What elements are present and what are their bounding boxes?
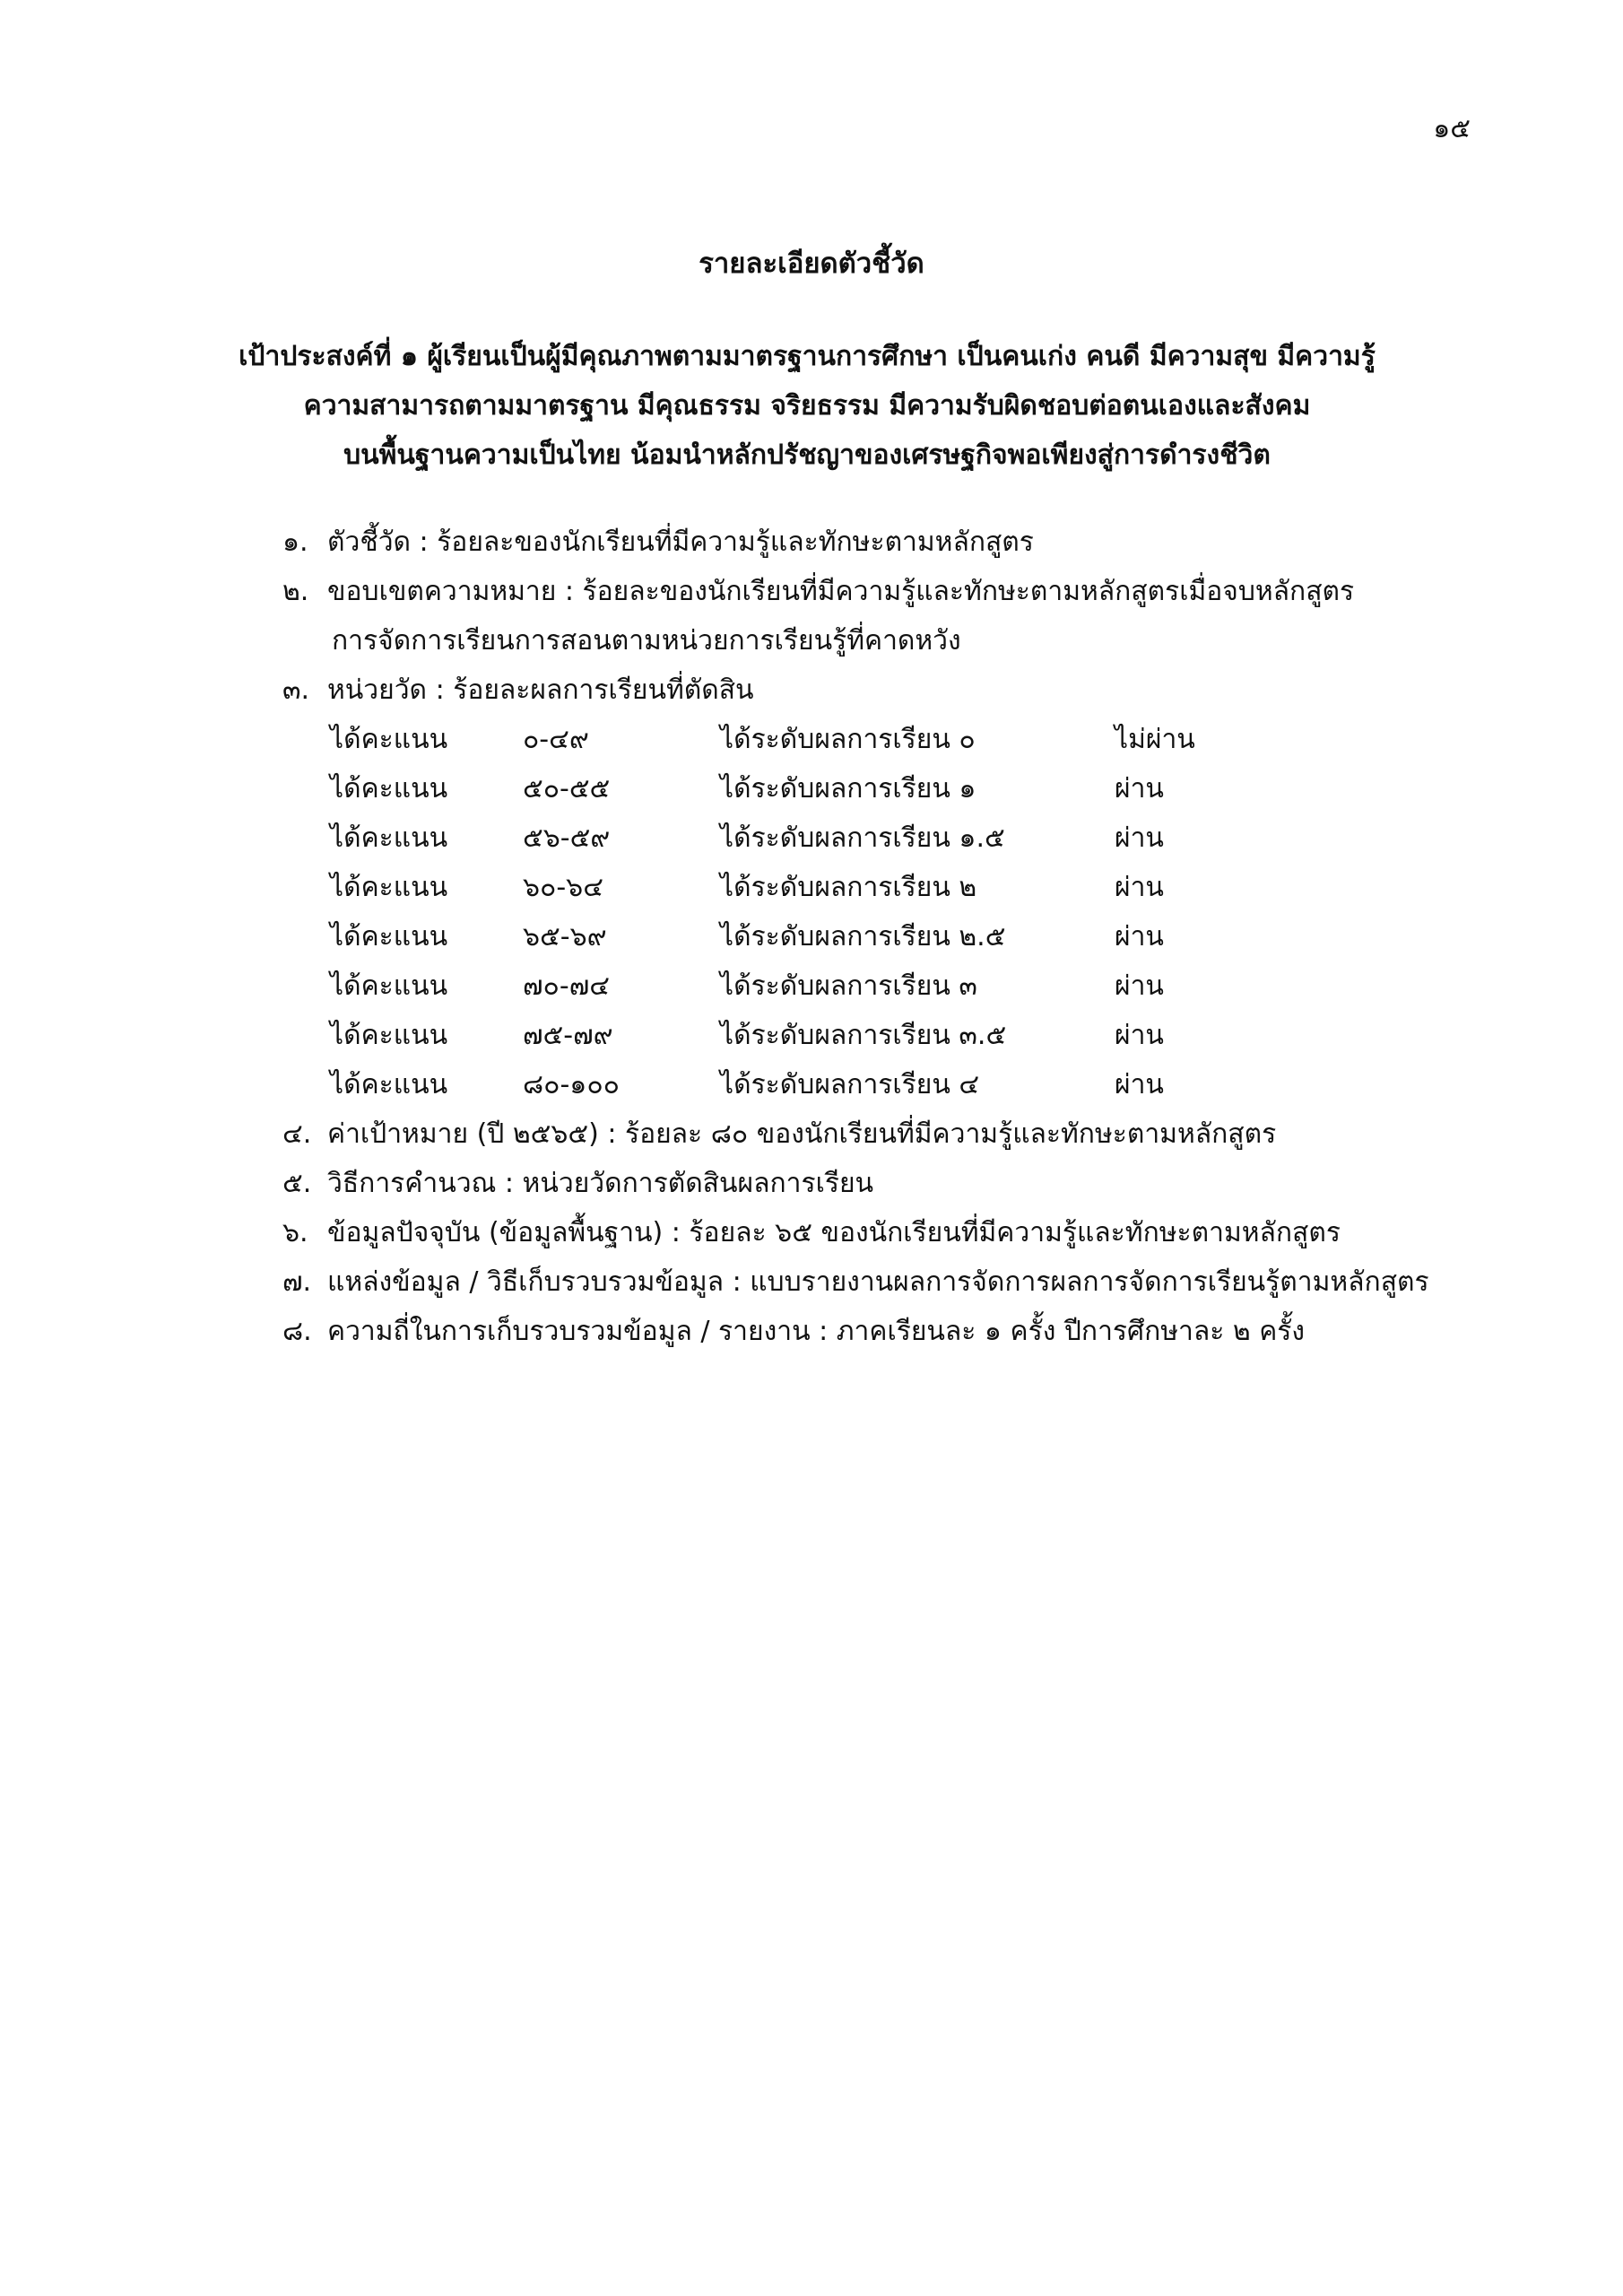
item-number: ๔. [282, 1118, 312, 1150]
grade-level: ได้ระดับผลการเรียน ๒.๕ [720, 921, 1006, 952]
grade-range: ๗๕-๗๙ [523, 1020, 613, 1051]
grade-label: ได้คะแนน [330, 1020, 448, 1051]
item-number: ๕. [282, 1168, 312, 1199]
item-text: ค่าเป้าหมาย (ปี ๒๕๖๕) : ร้อยละ ๘๐ ของนักเรียนที่มีความรู้และทักษะตามหลักสูตร [327, 1118, 1277, 1150]
objective-line: ความสามารถตามมาตรฐาน มีคุณธรรม จริยธรรม มีความรับผิดชอบต่อตนเองและสังคม [303, 390, 1311, 422]
grade-result: ผ่าน [1115, 1069, 1164, 1100]
grade-result: ผ่าน [1115, 1020, 1164, 1051]
grade-range: ๕๖-๕๙ [523, 822, 611, 854]
data-source-item [282, 1257, 1429, 1307]
item-number: ๗. [282, 1266, 312, 1298]
grade-label: ได้คะแนน [330, 822, 448, 854]
item-text: ตัวชี้วัด : ร้อยละของนักเรียนที่มีความรู้และทักษะตามหลักสูตร [327, 526, 1034, 558]
item-text: ข้อมูลปัจจุบัน (ข้อมูลพื้นฐาน) : ร้อยละ ๖๕ ของนักเรียนที่มีความรู้และทักษะตามหลักสูตร [327, 1217, 1341, 1248]
calculation-item [282, 1159, 873, 1208]
grade-range: ๐-๔๙ [523, 724, 589, 755]
item-text-continuation: การจัดการเรียนการสอนตามหน่วยการเรียนรู้ที่คาดหวัง [332, 625, 961, 657]
item-text: ขอบเขตความหมาย : ร้อยละของนักเรียนที่มีความรู้และทักษะตามหลักสูตรเมื่อจบหลักสูตร [327, 576, 1355, 607]
target-item [282, 1109, 1276, 1159]
grade-result: ผ่าน [1115, 872, 1164, 903]
grade-range: ๖๕-๖๙ [523, 921, 607, 952]
item-number: ๓. [282, 674, 310, 706]
grade-range: ๘๐-๑๐๐ [523, 1069, 620, 1100]
item-text: แหล่งข้อมูล / วิธีเก็บรวบรวมข้อมูล : แบบรายงานผลการจัดการผลการจัดการเรียนรู้ตามหลักสูตร [327, 1266, 1429, 1298]
grade-range: ๗๐-๗๔ [523, 970, 610, 1002]
grade-range: ๖๐-๖๔ [523, 872, 603, 903]
indicator-item [282, 517, 1034, 567]
item-number: ๖. [282, 1217, 308, 1248]
page-number: ๑๕ [1433, 113, 1471, 144]
item-text: ความถี่ในการเก็บรวบรวมข้อมูล / รายงาน : ภาคเรียนละ ๑ ครั้ง ปีการศึกษาละ ๒ ครั้ง [327, 1316, 1306, 1347]
grade-level: ได้ระดับผลการเรียน ๓ [720, 970, 977, 1002]
grade-result: ผ่าน [1115, 970, 1164, 1002]
grade-label: ได้คะแนน [330, 773, 448, 804]
grade-level: ได้ระดับผลการเรียน ๐ [720, 724, 976, 755]
grade-level: ได้ระดับผลการเรียน ๑ [720, 773, 976, 804]
unit-item [282, 665, 754, 715]
item-number: ๘. [282, 1316, 312, 1347]
frequency-item [282, 1307, 1305, 1356]
item-number: ๑. [282, 526, 308, 558]
item-number: ๒. [282, 576, 309, 607]
grade-level: ได้ระดับผลการเรียน ๑.๕ [720, 822, 1005, 854]
objective-line: เป้าประสงค์ที่ ๑ ผู้เรียนเป็นผู้มีคุณภาพตามมาตรฐานการศึกษา เป็นคนเก่ง คนดี มีความสุข มีความรู้ [239, 341, 1376, 372]
grade-label: ได้คะแนน [330, 724, 448, 755]
objective-line: บนพื้นฐานความเป็นไทย น้อมนำหลักปรัชญาของเศรษฐกิจพอเพียงสู่การดำรงชีวิต [343, 439, 1271, 471]
grade-label: ได้คะแนน [330, 1069, 448, 1100]
grade-label: ได้คะแนน [330, 872, 448, 903]
document-title: รายละเอียดตัวชี้วัด [699, 248, 924, 280]
grade-result: ไม่ผ่าน [1115, 724, 1195, 755]
grade-range: ๕๐-๕๕ [523, 773, 611, 804]
grade-result: ผ่าน [1115, 773, 1164, 804]
grade-label: ได้คะแนน [330, 970, 448, 1002]
item-text: หน่วยวัด : ร้อยละผลการเรียนที่ตัดสิน [327, 674, 754, 706]
scope-item [282, 567, 1355, 657]
grade-level: ได้ระดับผลการเรียน ๓.๕ [720, 1020, 1007, 1051]
item-text: วิธีการคำนวณ : หน่วยวัดการตัดสินผลการเรียน [327, 1168, 874, 1199]
objective-heading [135, 332, 1480, 480]
baseline-item [282, 1208, 1341, 1257]
grade-label: ได้คะแนน [330, 921, 448, 952]
grade-result: ผ่าน [1115, 822, 1164, 854]
grade-result: ผ่าน [1115, 921, 1164, 952]
grade-level: ได้ระดับผลการเรียน ๒ [720, 872, 977, 903]
grade-level: ได้ระดับผลการเรียน ๔ [720, 1069, 980, 1100]
